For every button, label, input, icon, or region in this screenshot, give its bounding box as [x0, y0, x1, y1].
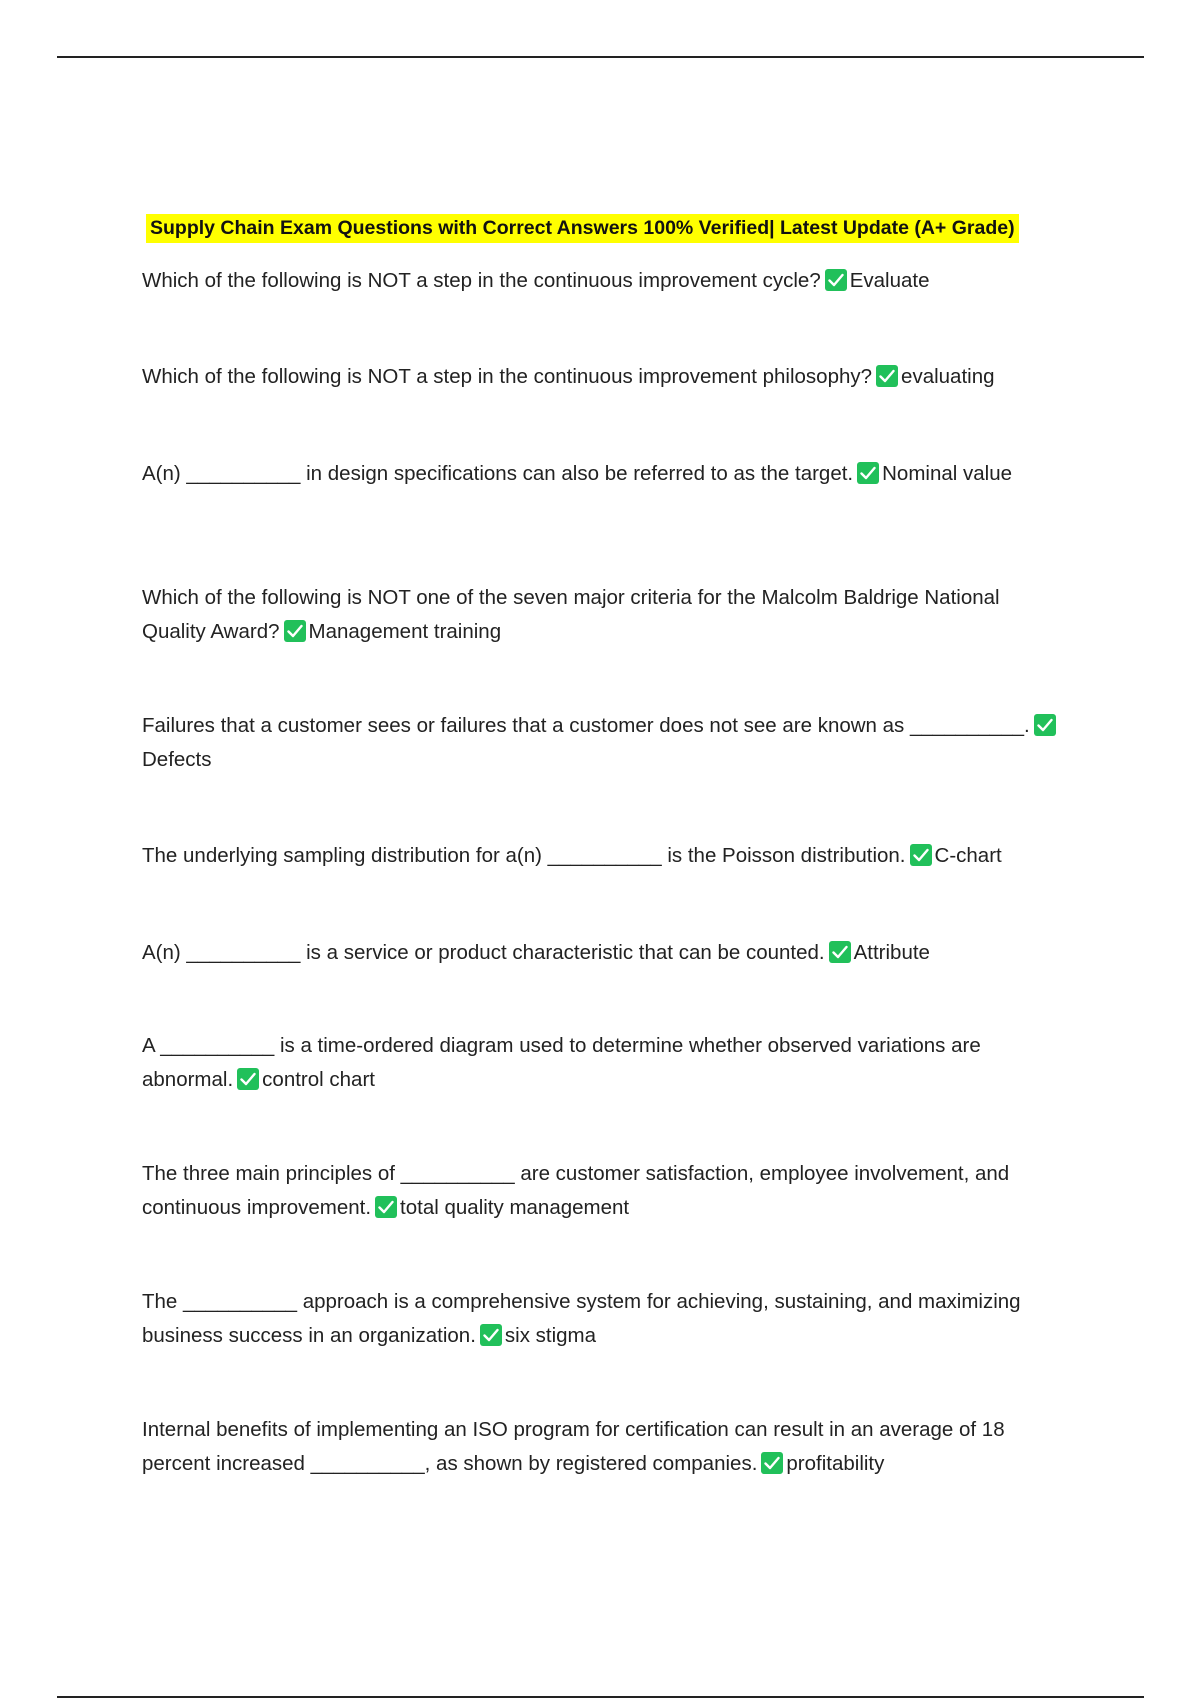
question-text: The three main principles of __________ are customer satisfaction, employee involvement, and continuous improvement.: [142, 1162, 1010, 1219]
answer-text: control chart: [262, 1068, 375, 1091]
document-title: Supply Chain Exam Questions with Correct Answers 100% Verified| Latest Update (A+ Grade): [146, 214, 1019, 243]
qa-item-11: [142, 1413, 1062, 1481]
qa-item-2: [142, 360, 1062, 394]
question-text: Failures that a customer sees or failures that a customer does not see are known as __________.: [142, 714, 1030, 737]
answer-text: Management training: [308, 620, 502, 643]
qa-item-1: [142, 264, 1062, 298]
answer-text: profitability: [786, 1452, 885, 1475]
question-text: Internal benefits of implementing an ISO program for certification can result in an average of 18 percent increased __________, as shown by registered companies.: [142, 1418, 1005, 1475]
bottom-rule: [57, 1696, 1144, 1698]
answer-text: C-chart: [934, 844, 1002, 867]
green-check-icon: [375, 1196, 397, 1218]
green-check-icon: [237, 1068, 259, 1090]
green-check-icon: [1034, 714, 1056, 736]
qa-item-9: [142, 1157, 1062, 1225]
green-check-icon: [825, 269, 847, 291]
answer-text: Nominal value: [882, 462, 1013, 485]
answer-text: evaluating: [901, 365, 995, 388]
answer-text: Evaluate: [849, 269, 930, 292]
qa-item-6: [142, 839, 1062, 873]
question-text: The underlying sampling distribution for a(n) __________ is the Poisson distribution.: [142, 844, 906, 867]
question-text: A(n) __________ is a service or product characteristic that can be counted.: [142, 941, 825, 964]
answer-text: six stigma: [504, 1324, 597, 1347]
question-text: A __________ is a time-ordered diagram used to determine whether observed variations are abnormal.: [142, 1034, 981, 1091]
green-check-icon: [857, 462, 879, 484]
qa-item-10: [142, 1285, 1062, 1353]
qa-item-4: [142, 581, 1062, 649]
qa-item-3: [142, 457, 1062, 491]
question-text: Which of the following is NOT a step in the continuous improvement philosophy?: [142, 365, 873, 388]
question-text: The __________ approach is a comprehensive system for achieving, sustaining, and maximizing business success in an organization.: [142, 1290, 1021, 1347]
top-rule: [57, 56, 1144, 58]
question-text: Which of the following is NOT a step in the continuous improvement cycle?: [142, 269, 821, 292]
green-check-icon: [876, 365, 898, 387]
qa-item-5: [142, 709, 1062, 777]
question-text: Which of the following is NOT one of the seven major criteria for the Malcolm Baldrige National Quality Award?: [142, 586, 1000, 643]
green-check-icon: [480, 1324, 502, 1346]
qa-item-7: [142, 936, 1062, 970]
answer-text: total quality management: [400, 1196, 630, 1219]
qa-item-8: [142, 1029, 1062, 1097]
green-check-icon: [761, 1452, 783, 1474]
green-check-icon: [284, 620, 306, 642]
document-body: [142, 214, 1062, 1475]
answer-text: Defects: [142, 748, 212, 771]
answer-text: Attribute: [853, 941, 930, 964]
green-check-icon: [910, 844, 932, 866]
green-check-icon: [829, 941, 851, 963]
question-text: A(n) __________ in design specifications can also be referred to as the target.: [142, 462, 854, 485]
